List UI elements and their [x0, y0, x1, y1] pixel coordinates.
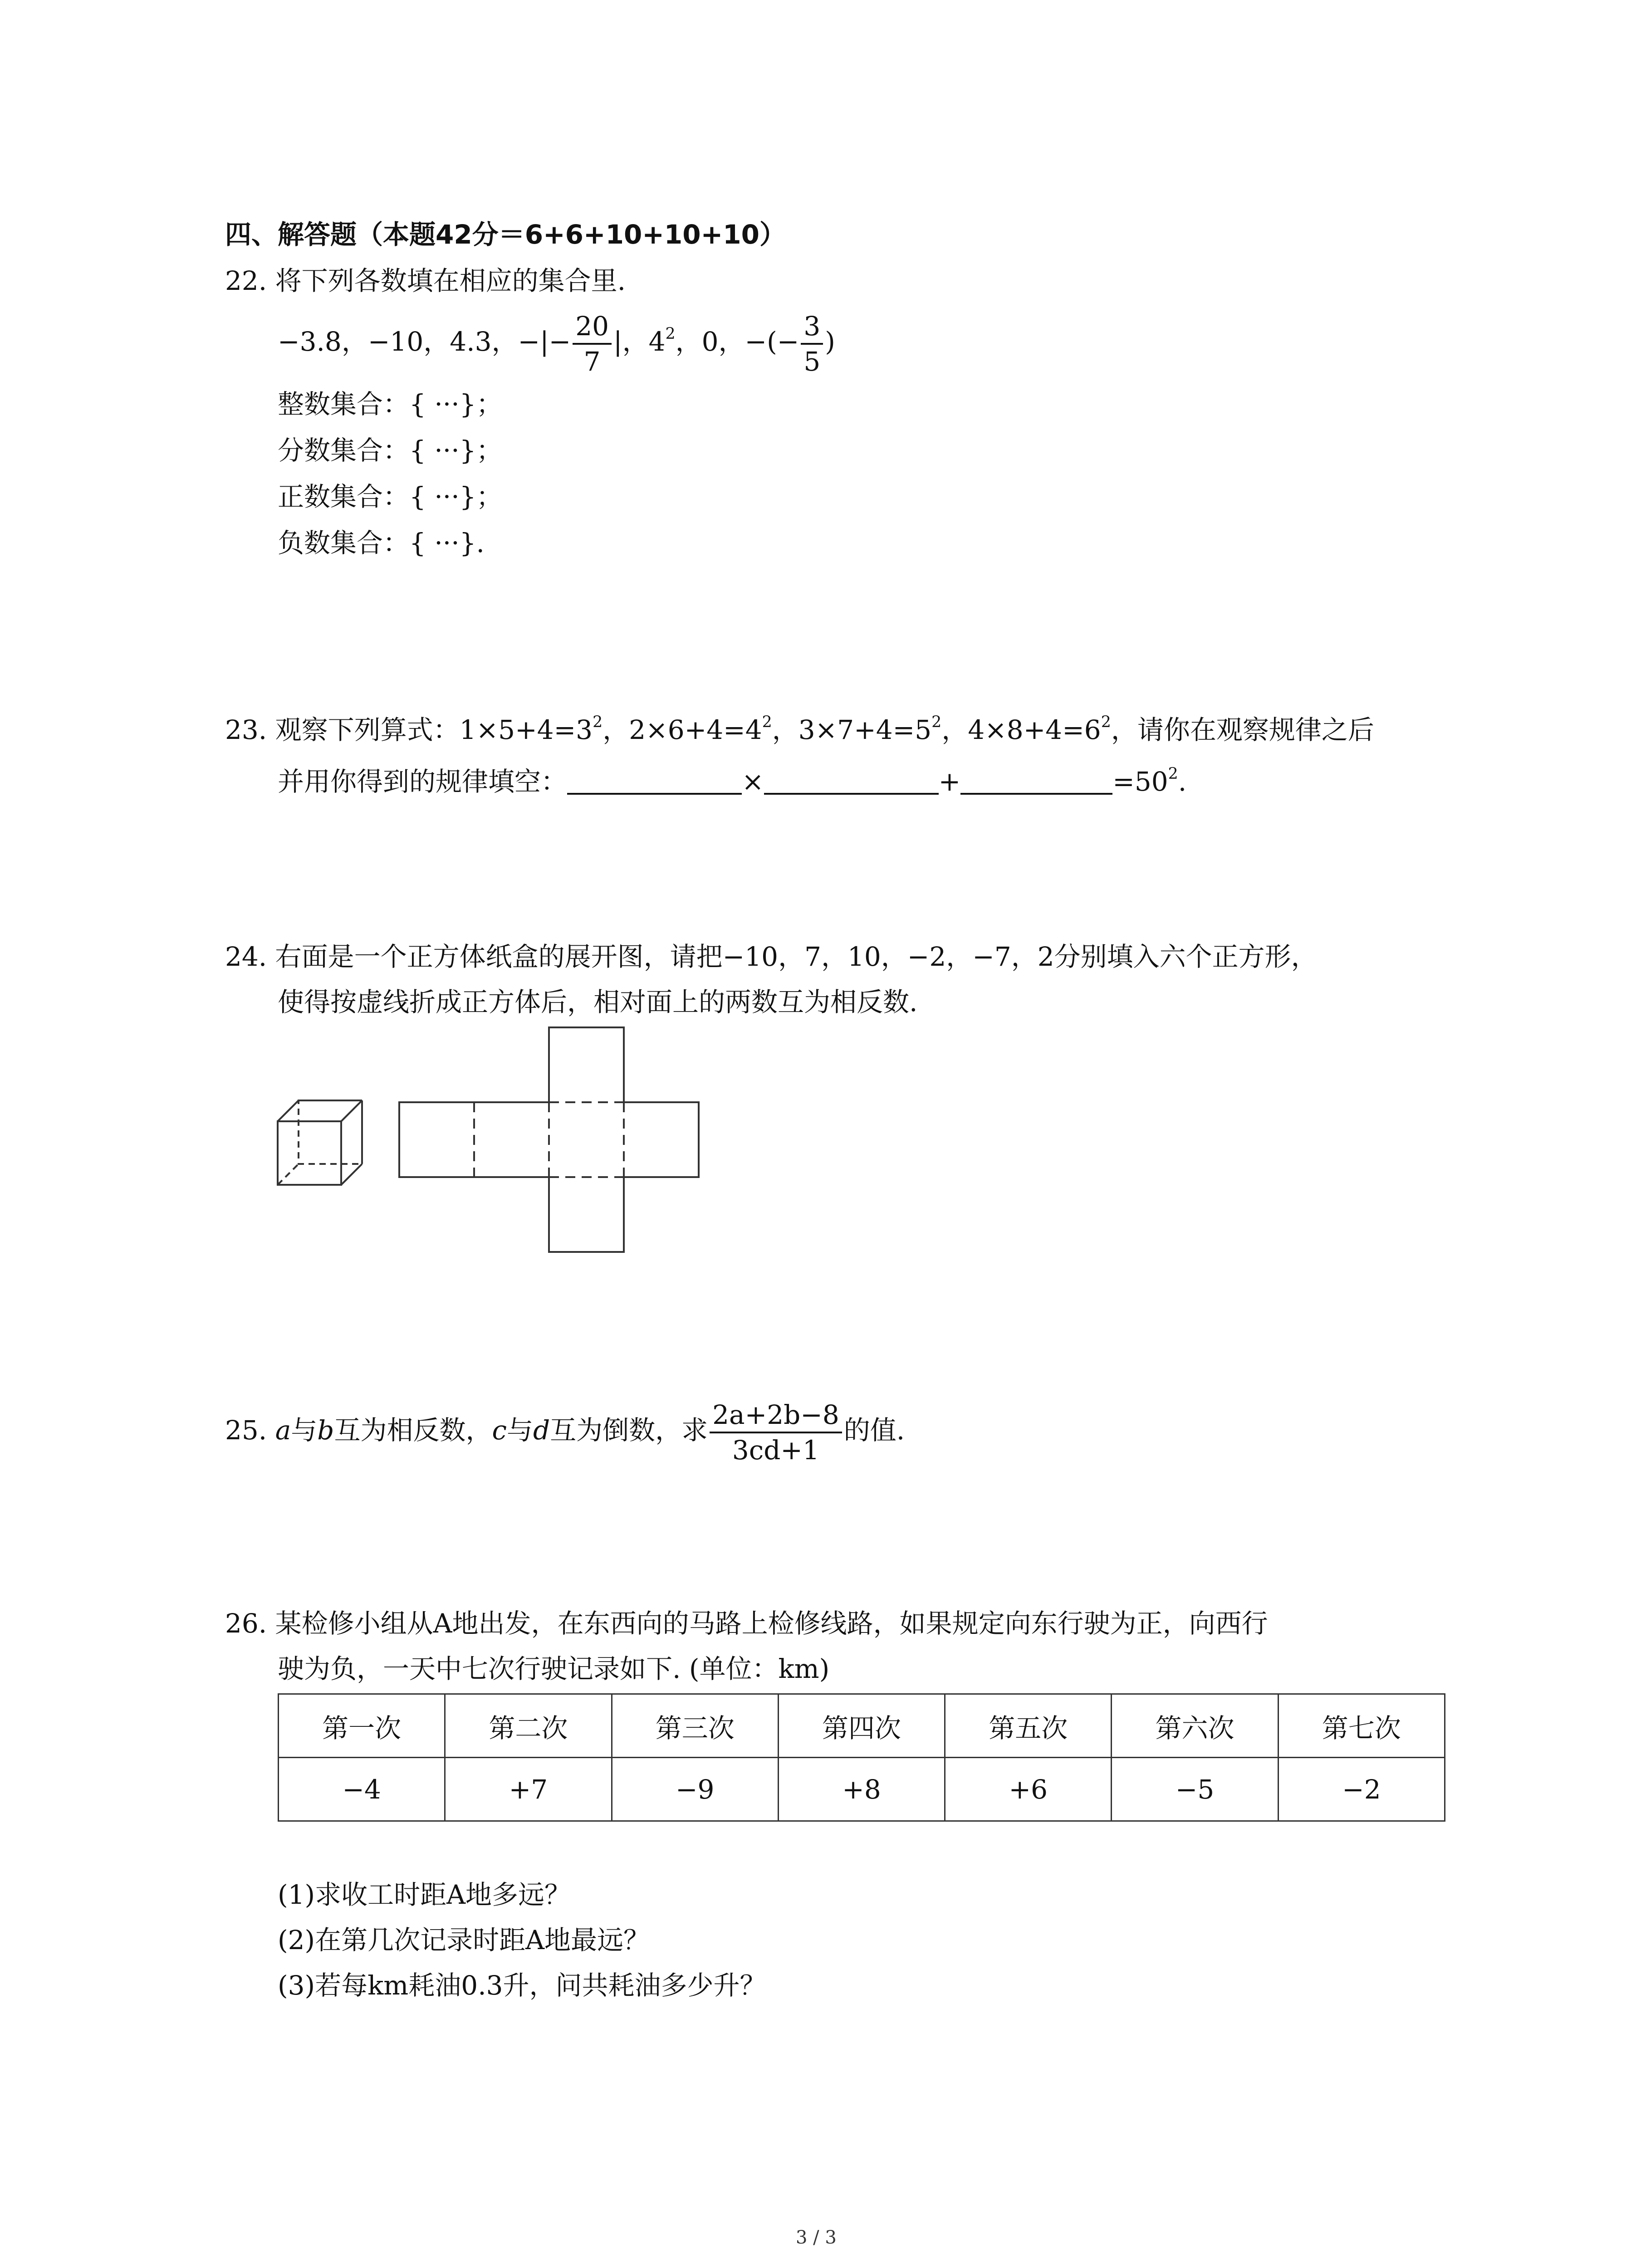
q23-line-1: 23. 观察下列算式：$1\times 5+4=3^2$，$2\times 6+4=4^2$，$3\times 7+4=5^2$，$4\times 8+4=6^2$，请你在观察规律之后 — [225, 713, 1374, 745]
net-square-6[interactable] — [549, 1177, 624, 1252]
table-cell: +8 — [778, 1758, 945, 1821]
table-header-cell: 第四次 — [778, 1694, 945, 1758]
table-cell: +7 — [445, 1758, 612, 1821]
cube-net-figure — [395, 1021, 712, 1256]
q22-stem: 22. 将下列各数填在相应的集合里. — [225, 265, 626, 296]
table-cell: −4 — [279, 1758, 445, 1821]
net-square-4[interactable] — [624, 1102, 699, 1177]
answer-blank-2[interactable] — [764, 767, 939, 795]
net-square-3[interactable] — [549, 1102, 624, 1177]
q26-line-1: 26. 某检修小组从A地出发，在东西向的马路上检修线路，如果规定向东行驶为正，向西行 — [225, 1608, 1268, 1639]
q22-set-fraction: 分数集合：{ ···}； — [278, 435, 503, 466]
table-cell: −5 — [1112, 1758, 1278, 1821]
page-number: 3 / 3 — [796, 2227, 837, 2248]
net-square-5[interactable] — [549, 1027, 624, 1102]
q26-sub-3: (3)若每km耗油0.3升，问共耗油多少升？ — [278, 1970, 766, 2001]
table-cell: −9 — [612, 1758, 778, 1821]
q25-fraction: $\frac{2a+2b-8}{3cd+1}$ — [710, 1402, 842, 1463]
net-square-2[interactable] — [474, 1102, 549, 1177]
q22-set-negative: 负数集合：{ ···}. — [278, 528, 485, 558]
q25-line: 25. a与b互为相反数，c与d互为倒数，求 $\frac{2a+2b-8}{3cd+1}$ 的值. — [225, 1399, 905, 1466]
answer-blank-3[interactable] — [960, 767, 1112, 795]
q24-line-2: 使得按虚线折成正方体后，相对面上的两数互为相反数. — [278, 987, 918, 1017]
q26-line-2: 驶为负，一天中七次行驶记录如下. (单位：km) — [278, 1653, 830, 1684]
q22-set-integer: 整数集合：{ ···}； — [278, 389, 503, 420]
table-cell: −2 — [1278, 1758, 1445, 1821]
table-header-row — [279, 1694, 1445, 1758]
answer-blank-1[interactable] — [567, 767, 742, 795]
table-header-cell: 第七次 — [1278, 1694, 1445, 1758]
q22-fraction-2: $\frac{3}{5}$ — [801, 313, 823, 375]
table-row — [279, 1758, 1445, 1821]
q24-line-1: 24. 右面是一个正方体纸盒的展开图，请把−10，7，10，−2，−7，2分别填入六个正方形， — [225, 941, 1318, 972]
table-header-cell: 第一次 — [279, 1694, 445, 1758]
q22-numbers: −3.8，−10，4.3，−|− $\frac{20}{7}$ |，$4^2$，0，−(− $\frac{3}{5}$ ) — [278, 311, 835, 377]
driving-record-table — [278, 1693, 1445, 1822]
q26-sub-2: (2)在第几次记录时距A地最远？ — [278, 1925, 650, 1955]
q22-set-positive: 正数集合：{ ···}； — [278, 481, 503, 512]
q22-fraction-1: $\frac{20}{7}$ — [573, 313, 612, 375]
table-header-cell: 第六次 — [1112, 1694, 1278, 1758]
table-cell: +6 — [945, 1758, 1112, 1821]
q26-sub-1: (1)求收工时距A地多远？ — [278, 1879, 571, 1910]
net-square-1[interactable] — [399, 1102, 474, 1177]
table-header-cell: 第三次 — [612, 1694, 778, 1758]
q23-line-2: 并用你得到的规律填空： × + $=50^2$. — [278, 764, 1187, 797]
section-title: 四、解答题（本题42分＝6+6+10+10+10） — [225, 219, 786, 250]
table-header-cell: 第五次 — [945, 1694, 1112, 1758]
table-header-cell: 第二次 — [445, 1694, 612, 1758]
